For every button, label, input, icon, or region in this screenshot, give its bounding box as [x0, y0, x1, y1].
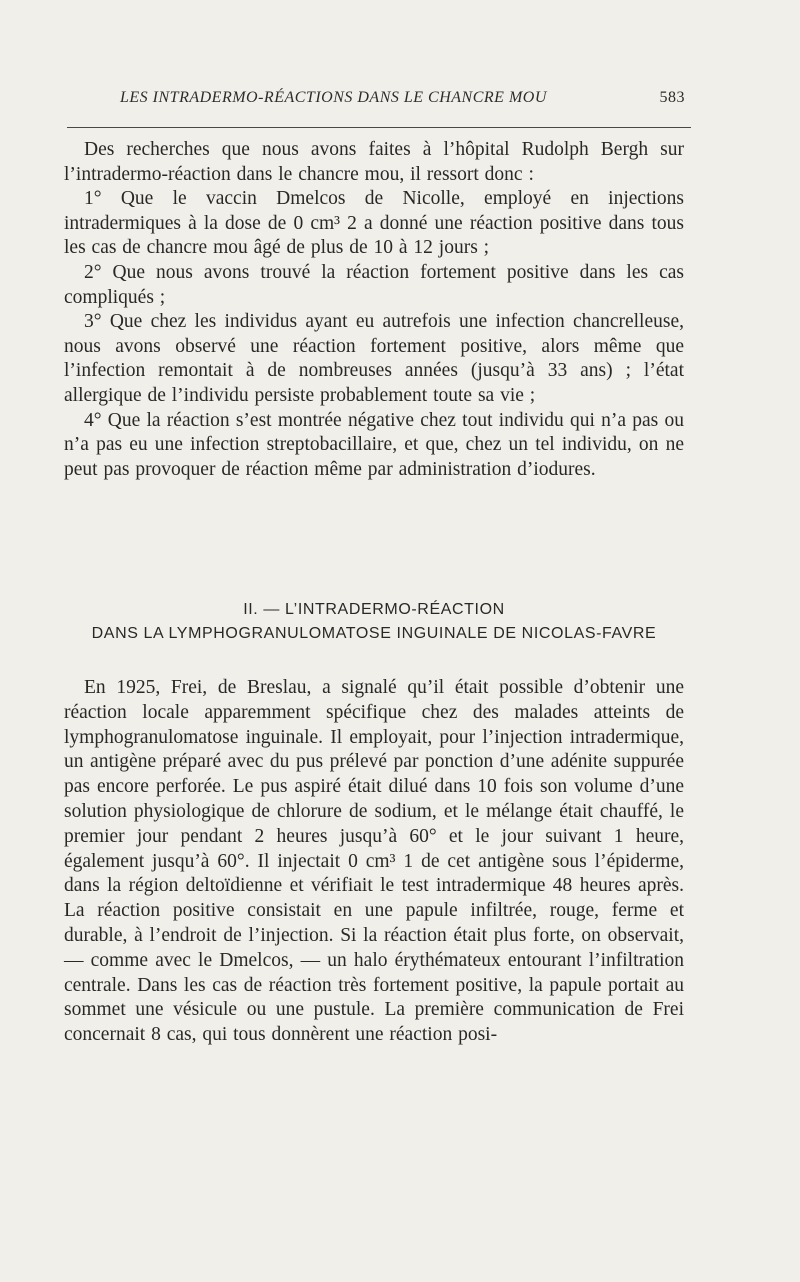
page-number: 583: [659, 89, 685, 106]
paragraph-point-4: 4° Que la réaction s’est montrée négative chez tout individu qui n’a pas ou n’a pas eu une infection streptobacillaire, et que, chez un tel individu, on ne peut pas provoquer de réaction même par administration d’iodures.: [64, 409, 684, 480]
paragraph-point-3: 3° Que chez les individus ayant eu autrefois une infection chancrelleuse, nous avons observé une réaction fortement positive, alors même que l’infection remontait à de nombreuses années (jusqu’à 33 ans) ; l’état allergique de l’individu persiste probablement toute sa vie ;: [64, 311, 684, 406]
section1-body: [64, 138, 684, 482]
section-heading: [64, 598, 684, 646]
section-heading-line1: II. — L’INTRADERMO-RÉACTION: [243, 601, 505, 618]
header-rule: [67, 127, 691, 128]
running-title: LES INTRADERMO-RÉACTIONS DANS LE CHANCRE MOU: [120, 89, 547, 106]
paragraph-intro: Des recherches que nous avons faites à l’hôpital Rudolph Bergh sur l’intradermo-réaction dans le chancre mou, il ressort donc :: [64, 139, 684, 185]
paragraph-frei: En 1925, Frei, de Breslau, a signalé qu’il était possible d’obtenir une réaction locale apparemment spécifique chez des malades atteints de lymphogranulomatose inguinale. Il employait, pour l’injection intradermique, un antigène préparé avec du pus prélevé par ponction d’une adénite suppurée pas encore perforée. Le pus aspiré était dilué dans 10 fois son volume d’une solution physiologique de chlorure de sodium, et le mélange était chauffé, le premier jour pendant 2 heures jusqu’à 60° et le jour suivant 1 heure, également jusqu’à 60°. Il injectait 0 cm³ 1 de cet antigène sous l’épiderme, dans la région deltoïdienne et vérifiait le test intradermique 48 heures après. La réaction positive consistait en une papule infiltrée, rouge, ferme et durable, à l’endroit de l’injection. Si la réaction était plus forte, on observait, — comme avec le Dmelcos, — un halo érythémateux entourant l’infiltration centrale. Dans les cas de réaction très fortement positive, la papule portait au sommet une vésicule ou une pustule. La première communication de Frei concernait 8 cas, qui tous donnèrent une réaction posi-: [64, 677, 684, 1046]
section-heading-line2: DANS LA LYMPHOGRANULOMATOSE INGUINALE DE NICOLAS-FAVRE: [91, 625, 657, 642]
paragraph-point-1: 1° Que le vaccin Dmelcos de Nicolle, employé en injections intradermiques à la dose de 0 cm³ 2 a donné une réaction positive dans tous les cas de chancre mou âgé de plus de 10 à 12 jours ;: [64, 188, 684, 259]
paragraph-point-2: 2° Que nous avons trouvé la réaction fortement positive dans les cas compliqués ;: [64, 261, 684, 308]
section2-body: [64, 676, 684, 1048]
